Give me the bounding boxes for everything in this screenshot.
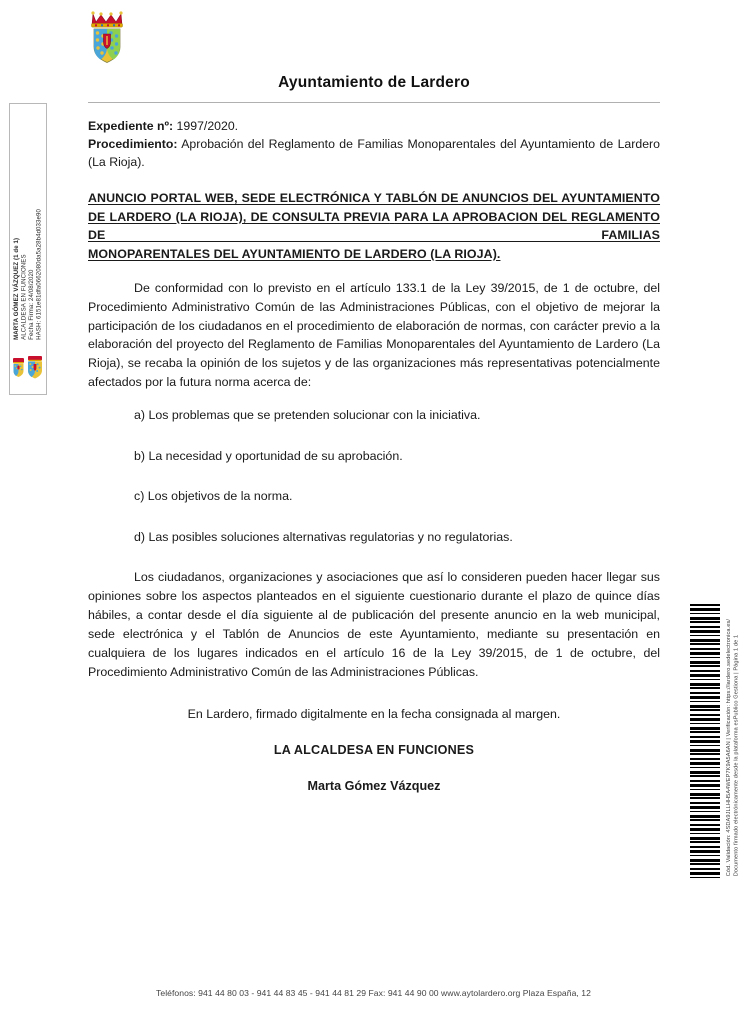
paragraph-conformidad: De conformidad con lo previsto en el artículo 133.1 de la Ley 39/2015, de 1 de octubre, del Procedimiento Administrativo Común de las Administraciones Públicas, con el objetivo de mejorar la participación de los ciudadanos en el procedimiento de elaboración de normas, con carácter previo a la elaboración del proyecto del Reglamento de Familias Monoparentales del Ayuntamiento de Lardero (La Rioja), se recaba la opinión de los sujetos y de las organizaciones más representativas potencialmente afectados por la futura norma acerca de:	[88, 280, 660, 390]
verification-text	[720, 604, 745, 880]
list-item: c) Los objetivos de la norma.	[134, 489, 293, 504]
verification-line-platform: Documento firmado electrónicamente desde la plataforma esPublico Gestiona | Página 1 de 1	[733, 634, 740, 876]
procedimiento-label: Procedimiento:	[88, 136, 178, 151]
document-body	[88, 0, 660, 793]
verification-strip	[690, 604, 747, 880]
verification-lines	[724, 615, 743, 880]
stamp-line-hash: HASH: 6151e81dfa0662080da5a28b4d033e90	[35, 209, 43, 340]
stamp-emblems	[10, 352, 46, 386]
page-footer: Teléfonos: 941 44 80 03 - 941 44 83 45 - 941 44 81 29 Fax: 941 44 90 00 www.aytolardero.org Plaza España, 12	[156, 988, 591, 998]
header-divider	[88, 102, 660, 103]
expediente-value: 1997/2020.	[176, 119, 239, 133]
page-title: Ayuntamiento de Lardero	[278, 74, 470, 91]
procedimiento-value: Aprobación del Reglamento de Familias Monoparentales del Ayuntamiento de Lardero (La Rioja).	[88, 136, 660, 169]
lardero-coat-of-arms-icon	[88, 8, 130, 64]
announcement-heading-line-4: MONOPARENTALES DEL AYUNTAMIENTO DE LARDERO (LA RIOJA).	[88, 246, 501, 261]
verification-barcode-icon	[690, 604, 720, 880]
signature-stamp-box	[9, 103, 47, 395]
expediente-block	[88, 118, 660, 171]
list-item: a) Los problemas que se pretenden solucionar con la iniciativa.	[134, 407, 481, 422]
lardero-coat-of-arms-small-icon	[12, 356, 25, 383]
signer-name: Marta Gómez Vázquez	[307, 779, 441, 794]
consultation-list	[88, 406, 660, 546]
announcement-heading-line-2: DEL AYUNTAMIENTO DE LARDERO (LA RIOJA), DE CONSULTA PREVIA	[88, 191, 661, 224]
expediente-line	[88, 118, 660, 136]
closing-line: En Lardero, firmado digitalmente en la fecha consignada al margen.	[187, 707, 561, 722]
stamp-line-signer: MARTA GÓMEZ VÁZQUEZ (1 de 1)	[13, 238, 21, 340]
signer-role: LA ALCALDESA EN FUNCIONES	[273, 743, 475, 758]
header-crest	[88, 0, 660, 70]
paragraph-ciudadanos: Los ciudadanos, organizaciones y asociaciones que así lo consideren pueden hacer llegar sus opiniones sobre los aspectos planteados en el siguiente cuestionario durante el plazo de quince días hábiles, a contar desde el día siguiente al de publicación del presente anuncio en la web municipal, sede electrónica y el Tablón de Anuncios de este Ayuntamiento, mediante su presentación en cualquiera de los lugares indicados en el artículo 16 de la Ley 39/2015, de 1 de octubre, del Procedimiento Administrativo Común de las Administraciones Públicas.	[88, 570, 660, 679]
announcement-heading-line-3: PARA LA APROBACION DEL REGLAMENTO DE FAMILIAS	[88, 209, 660, 243]
list-item: b) La necesidad y oportunidad de su aprobación.	[134, 448, 403, 463]
announcement-heading-line-1: ANUNCIO PORTAL WEB, SEDE ELECTRÓNICA Y TABLÓN DE ANUNCIOS	[88, 191, 529, 206]
signature-stamp-text	[10, 104, 46, 344]
verification-line-code: Cód. Validación: 4SDA9JLLHH5A4WEP7K9A5A6AN | Verificación: https://lardero.sedelectronica.es/	[725, 618, 732, 876]
stamp-line-date: Fecha Firma: 24/08/2020	[28, 269, 35, 340]
procedimiento-line	[88, 136, 660, 172]
lardero-shield-small-icon	[26, 355, 44, 384]
expediente-label: Expediente nº:	[88, 119, 174, 133]
signature-stamp-lines	[11, 205, 45, 344]
list-item: d) Las posibles soluciones alternativas regulatorias y no regulatorias.	[134, 529, 513, 544]
announcement-heading	[88, 189, 660, 262]
stamp-line-role: ALCALDESA EN FUNCIONES	[20, 254, 28, 340]
